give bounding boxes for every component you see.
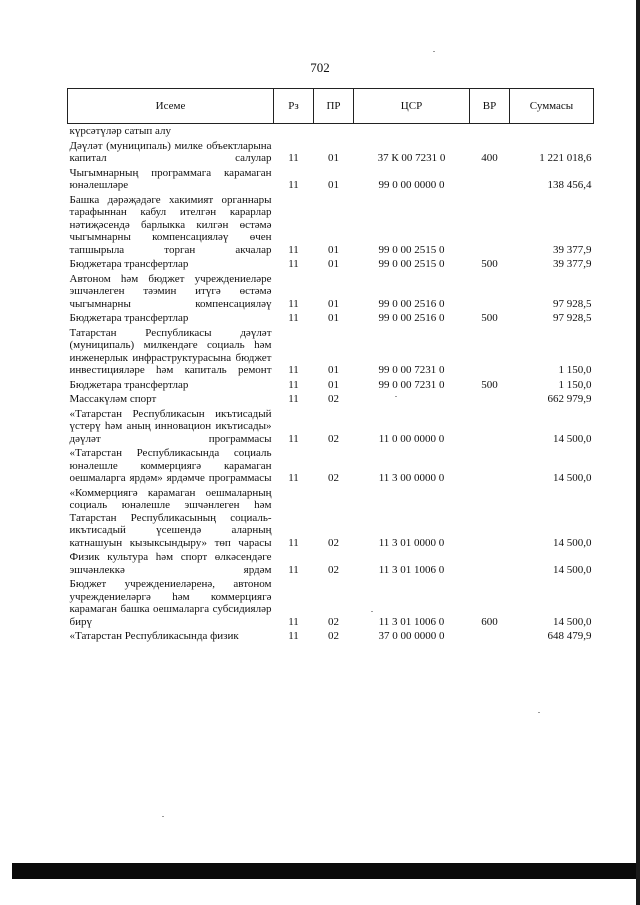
cell-vr: 600 xyxy=(481,615,498,628)
cell-vr: 500 xyxy=(481,258,498,270)
cell-pr: 02 xyxy=(328,536,339,549)
cell-vr xyxy=(470,550,510,577)
cell-vr xyxy=(470,166,510,193)
cell-pr: 02 xyxy=(328,472,339,484)
header-sum: Суммасы xyxy=(510,89,594,124)
header-csr: ЦСР xyxy=(354,89,470,124)
cell-name: күрсәтүләр сатып алу xyxy=(69,125,171,137)
table-row xyxy=(68,311,594,326)
cell-sum: 1 150,0 xyxy=(558,378,592,391)
cell-csr: 37 0 00 0000 0 xyxy=(378,630,445,642)
cell-name: «Коммерциягә карамаган оешмаларның социаль юнәлешле эшчәнлеген һәм Татарстан Республикасының социаль-икътисадый үсешендә аларның катнашуын кызыксындыру» төп чарасы xyxy=(69,486,272,549)
table-row xyxy=(68,139,594,166)
cell-name: Бюджетара трансфертлар xyxy=(69,258,189,270)
scan-bottom-edge xyxy=(12,863,640,879)
cell-name: Татарстан Республикасы дәүләт (муниципаль) милкендәге социаль һәм инженерлык инфраструктурасына бюджет инвестицияләре һәм капиталь ремонт xyxy=(69,326,272,376)
cell-sum: 138 456,4 xyxy=(547,179,592,191)
cell-sum: 648 479,9 xyxy=(547,630,592,642)
cell-sum: 39 377,9 xyxy=(553,258,592,270)
table-row xyxy=(68,272,594,312)
cell-csr: 11 3 00 0000 0 xyxy=(378,472,445,484)
cell-pr xyxy=(314,124,354,139)
table-row xyxy=(68,486,594,551)
header-name: Исеме xyxy=(68,89,274,124)
cell-vr xyxy=(470,392,510,407)
cell-name: «Татарстан Республикасын икътисадый үстерү һәм аның инновацион икътисады» дәүләт программасы xyxy=(69,407,272,445)
cell-pr: 02 xyxy=(328,393,339,405)
cell-csr: 99 0 00 2515 0 xyxy=(378,243,445,256)
cell-csr: 99 0 00 7231 0 xyxy=(378,378,445,391)
cell-vr: 500 xyxy=(481,378,498,391)
scan-speck xyxy=(433,51,435,52)
cell-pr: 01 xyxy=(328,364,339,376)
cell-rz: 11 xyxy=(288,297,299,310)
scan-right-edge xyxy=(636,0,640,905)
cell-sum: 1 150,0 xyxy=(558,364,592,376)
cell-rz: 11 xyxy=(288,243,299,256)
cell-vr xyxy=(470,124,510,139)
cell-sum: 1 221 018,6 xyxy=(539,152,592,164)
scan-speck xyxy=(371,611,373,612)
cell-rz: 11 xyxy=(288,393,299,405)
table-row xyxy=(68,124,594,139)
cell-csr xyxy=(354,392,470,407)
cell-csr: 99 0 00 7231 0 xyxy=(378,364,445,376)
cell-pr: 02 xyxy=(328,432,339,445)
cell-rz: 11 xyxy=(288,432,299,445)
cell-sum: 14 500,0 xyxy=(553,472,592,484)
cell-csr: 37 К 00 7231 0 xyxy=(377,152,446,164)
cell-sum: 14 500,0 xyxy=(553,563,592,576)
cell-name: Бюджетара трансфертлар xyxy=(69,378,189,391)
cell-vr xyxy=(470,407,510,447)
table-row xyxy=(68,629,594,644)
header-rz: Рз xyxy=(274,89,314,124)
cell-name: Дәүләт (муниципаль) милке объектларына капитал салулар xyxy=(69,139,272,164)
cell-pr: 02 xyxy=(328,630,339,642)
cell-csr: 11 3 01 1006 0 xyxy=(378,563,445,576)
cell-csr: 11 0 00 0000 0 xyxy=(378,432,445,445)
cell-pr: 01 xyxy=(328,297,339,310)
table-header-row xyxy=(68,89,594,124)
cell-csr: 99 0 00 2515 0 xyxy=(378,258,445,270)
cell-sum: 97 928,5 xyxy=(553,297,592,310)
table-row xyxy=(68,577,594,629)
cell-rz: 11 xyxy=(288,378,299,391)
cell-rz: 11 xyxy=(288,563,299,576)
table-row xyxy=(68,257,594,272)
cell-name: Бюджетара трансфертлар xyxy=(69,312,189,324)
cell-name: Массакүләм спорт xyxy=(69,393,157,405)
cell-vr: 400 xyxy=(481,152,498,164)
table-row xyxy=(68,446,594,486)
table-row xyxy=(68,326,594,378)
cell-rz: 11 xyxy=(288,364,299,376)
cell-sum: 39 377,9 xyxy=(553,243,592,256)
cell-vr xyxy=(470,326,510,378)
cell-pr: 01 xyxy=(328,243,339,256)
cell-pr: 01 xyxy=(328,179,339,191)
cell-name: Башка дәрәҗәдәге хакимият органнары тарафыннан кабул ителгән карарлар нәтиҗәсендә барлыкка килгән өстәмә чыгымнарны компенсацияләү өчен тапшырыла торган акчалар xyxy=(69,193,272,256)
cell-name: «Татарстан Республикасында социаль юнәлешле коммерциягә карамаган оешмаларга ярдәм» ярдәмче программасы xyxy=(69,447,272,484)
cell-rz: 11 xyxy=(288,615,299,628)
table-row xyxy=(68,166,594,193)
cell-pr: 01 xyxy=(328,258,339,270)
cell-csr: 99 0 00 2516 0 xyxy=(378,297,445,310)
cell-csr xyxy=(354,124,470,139)
cell-rz: 11 xyxy=(288,152,299,164)
cell-vr xyxy=(470,193,510,258)
cell-rz xyxy=(274,124,314,139)
cell-csr: 99 0 00 2516 0 xyxy=(378,312,445,324)
cell-vr xyxy=(470,629,510,644)
cell-csr: 99 0 00 0000 0 xyxy=(378,179,445,191)
cell-sum: 662 979,9 xyxy=(547,393,592,405)
cell-rz: 11 xyxy=(288,630,299,642)
cell-csr: 11 3 01 0000 0 xyxy=(378,536,445,549)
cell-vr: 500 xyxy=(481,312,498,324)
cell-rz: 11 xyxy=(288,472,299,484)
table-row xyxy=(68,550,594,577)
cell-sum: 14 500,0 xyxy=(553,615,592,628)
cell-pr: 02 xyxy=(328,563,339,576)
cell-csr: 11 3 01 1006 0 xyxy=(378,615,445,628)
cell-vr xyxy=(470,486,510,551)
cell-pr: 02 xyxy=(328,615,339,628)
cell-pr: 01 xyxy=(328,152,339,164)
cell-name: Автоном һәм бюджет учреждениеләре эшчәнлеген тәэмин итүгә өстәмә чыгымнарны компенсацияләү xyxy=(69,272,272,310)
scan-speck xyxy=(162,816,164,817)
table-row xyxy=(68,193,594,258)
scan-speck xyxy=(538,712,540,713)
cell-name: Физик культура һәм спорт өлкәсендәге эшчәнлеккә ярдәм xyxy=(69,551,272,576)
table-row xyxy=(68,392,594,407)
header-pr: ПР xyxy=(314,89,354,124)
cell-rz: 11 xyxy=(288,312,299,324)
cell-name: Чыгымнарның программага карамаган юнәлешләре xyxy=(69,166,272,191)
cell-sum: 14 500,0 xyxy=(553,432,592,445)
cell-rz: 11 xyxy=(288,536,299,549)
cell-vr xyxy=(470,446,510,486)
scan-speck xyxy=(395,396,397,397)
table-row xyxy=(68,407,594,447)
cell-name: Бюджет учреждениеләренә, автоном учреждениеләргә һәм коммерциягә карамаган башка оешмаларга субсидияләр бирү xyxy=(69,578,272,628)
cell-sum: 97 928,5 xyxy=(553,312,592,324)
cell-vr xyxy=(470,272,510,312)
budget-table xyxy=(67,88,594,644)
page-number: 702 xyxy=(310,60,330,75)
cell-sum xyxy=(510,124,594,139)
cell-rz: 11 xyxy=(288,179,299,191)
cell-pr: 01 xyxy=(328,312,339,324)
header-vr: ВР xyxy=(470,89,510,124)
table-row xyxy=(68,378,594,393)
cell-rz: 11 xyxy=(288,258,299,270)
cell-name: «Татарстан Республикасында физик xyxy=(69,630,239,642)
cell-pr: 01 xyxy=(328,378,339,391)
cell-sum: 14 500,0 xyxy=(553,536,592,549)
